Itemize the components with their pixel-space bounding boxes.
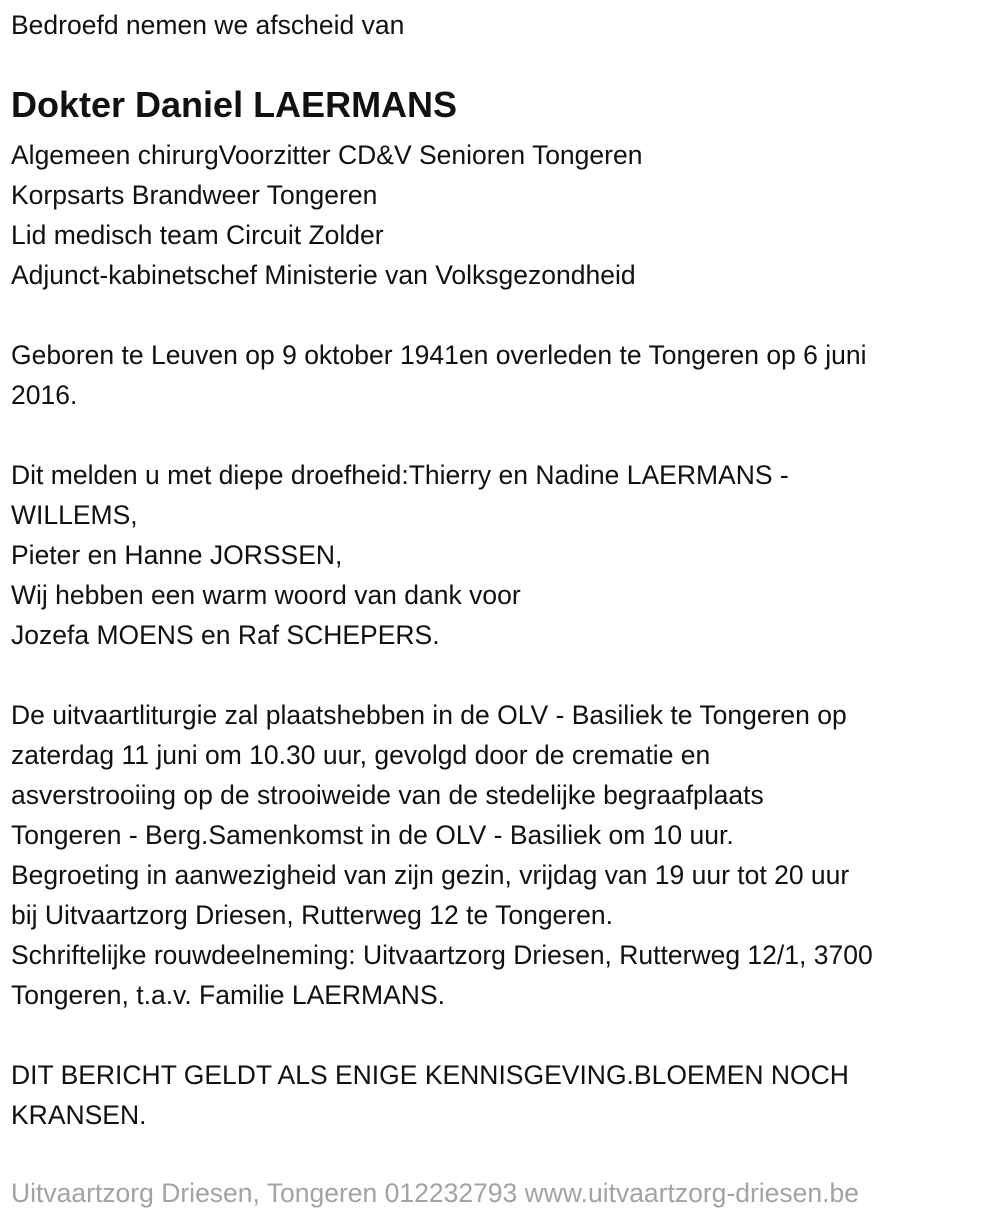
ceremony-line: bij Uitvaartzorg Driesen, Rutterweg 12 te Tongeren. [11,900,613,930]
ceremony-block [11,695,996,1015]
birth-line: Geboren te Leuven op 9 oktober 1941en overleden te Tongeren op 6 juni [11,340,867,370]
title-line: Adjunct-kabinetschef Ministerie van Volksgezondheid [11,260,636,290]
title-line: Korpsarts Brandweer Tongeren [11,180,378,210]
birth-block [11,335,996,415]
ceremony-line: Begroeting in aanwezigheid van zijn gezin, vrijdag van 19 uur tot 20 uur [11,860,850,890]
ceremony-line: Tongeren, t.a.v. Familie LAERMANS. [11,980,445,1010]
ceremony-line: De uitvaartliturgie zal plaatshebben in de OLV - Basiliek te Tongeren op [11,700,847,730]
title-line: Algemeen chirurgVoorzitter CD&V Senioren Tongeren [11,140,643,170]
ceremony-line: Tongeren - Berg.Samenkomst in de OLV - Basiliek om 10 uur. [11,820,734,850]
birth-line: 2016. [11,380,78,410]
funeral-home-footer: Uitvaartzorg Driesen, Tongeren 012232793 www.uitvaartzorg-driesen.be [11,1178,859,1208]
family-block [11,455,996,655]
ceremony-line: Schriftelijke rouwdeelneming: Uitvaartzorg Driesen, Rutterweg 12/1, 3700 [11,940,873,970]
family-line: Wij hebben een warm woord van dank voor [11,580,521,610]
title-line: Lid medisch team Circuit Zolder [11,220,384,250]
family-line: Pieter en Hanne JORSSEN, [11,540,343,570]
notice-line: KRANSEN. [11,1100,147,1130]
intro-text: Bedroefd nemen we afscheid van [11,10,405,40]
family-line: WILLEMS, [11,500,138,530]
titles-block [11,135,996,295]
notice-block [11,1055,996,1135]
family-line: Jozefa MOENS en Raf SCHEPERS. [11,620,440,650]
family-line: Dit melden u met diepe droefheid:Thierry en Nadine LAERMANS - [11,460,789,490]
obituary [11,5,996,1135]
notice-line: DIT BERICHT GELDT ALS ENIGE KENNISGEVING.BLOEMEN NOCH [11,1060,849,1090]
deceased-name: Dokter Daniel LAERMANS [11,84,458,125]
ceremony-line: asverstrooiing op de strooiweide van de stedelijke begraafplaats [11,780,764,810]
ceremony-line: zaterdag 11 juni om 10.30 uur, gevolgd door de crematie en [11,740,711,770]
